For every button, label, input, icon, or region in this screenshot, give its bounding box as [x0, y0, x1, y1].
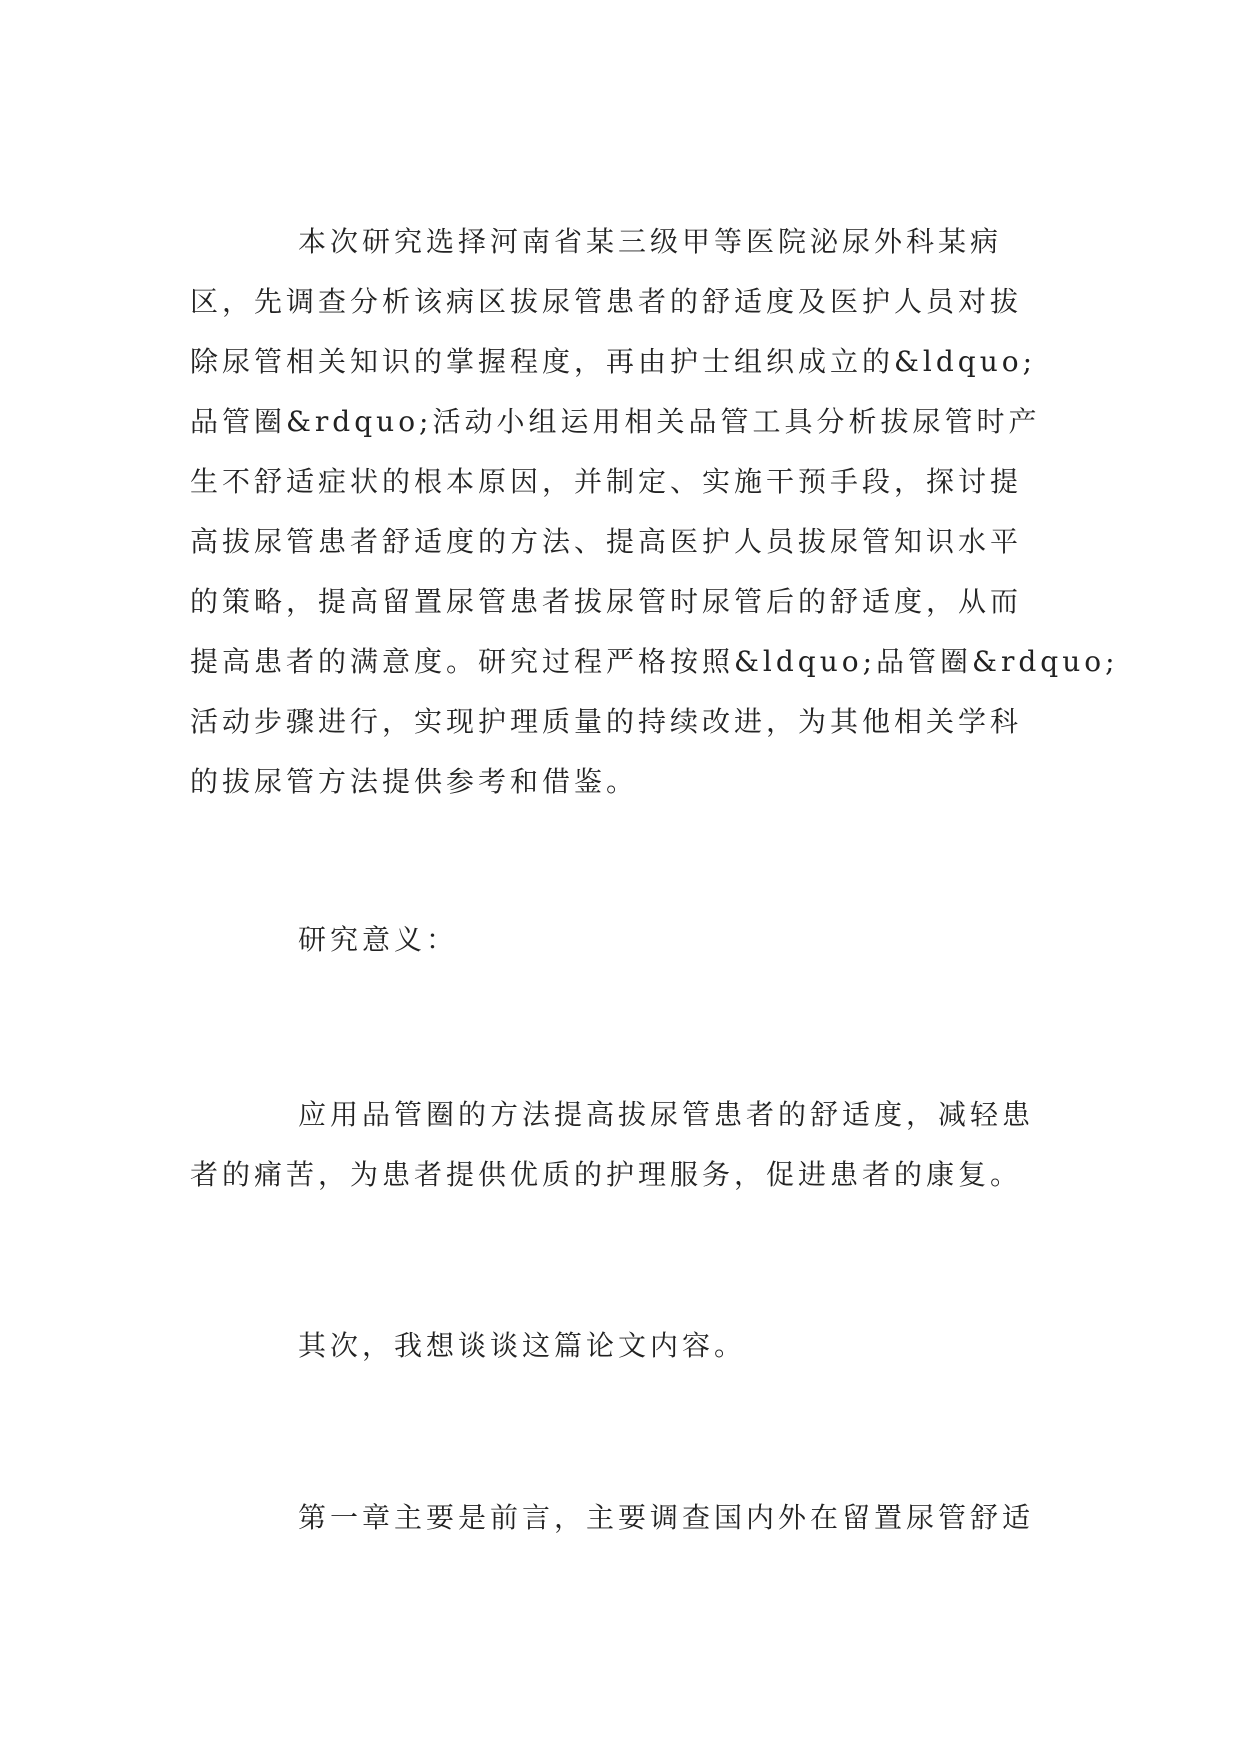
text-line: 提高患者的满意度。研究过程严格按照&ldquo;品管圈&rdquo; [190, 645, 1119, 678]
text-line: 第一章主要是前言，主要调查国内外在留置尿管舒适 [298, 1501, 1035, 1534]
paragraph-chapter-one [190, 1488, 1050, 1548]
text-line: 生不舒适症状的根本原因，并制定、实施干预手段，探讨提 [190, 465, 1023, 498]
paragraph-research-significance-heading [190, 910, 1050, 970]
text-line: 的拔尿管方法提供参考和借鉴。 [190, 765, 639, 798]
text-line: 品管圈&rdquo;活动小组运用相关品管工具分析拔尿管时产 [190, 405, 1041, 438]
text-line: 区，先调查分析该病区拔尿管患者的舒适度及医护人员对拔 [190, 285, 1023, 318]
text-line: 的策略，提高留置尿管患者拔尿管时尿管后的舒适度，从而 [190, 585, 1023, 618]
text-line: 除尿管相关知识的掌握程度，再由护士组织成立的&ldquo; [190, 345, 1037, 378]
text-line: 者的痛苦，为患者提供优质的护理服务，促进患者的康复。 [190, 1158, 1023, 1191]
text-line: 应用品管圈的方法提高拔尿管患者的舒适度，减轻患 [298, 1098, 1035, 1131]
section-heading: 研究意义： [298, 923, 459, 956]
paragraph-research-overview [190, 212, 1119, 812]
paragraph-content-intro [190, 1316, 1050, 1376]
text-line: 高拔尿管患者舒适度的方法、提高医护人员拔尿管知识水平 [190, 525, 1023, 558]
paragraph-research-significance [190, 1085, 1050, 1205]
text-line: 本次研究选择河南省某三级甲等医院泌尿外科某病 [298, 225, 1003, 258]
text-line: 其次，我想谈谈这篇论文内容。 [298, 1329, 747, 1362]
text-line: 活动步骤进行，实现护理质量的持续改进，为其他相关学科 [190, 705, 1023, 738]
